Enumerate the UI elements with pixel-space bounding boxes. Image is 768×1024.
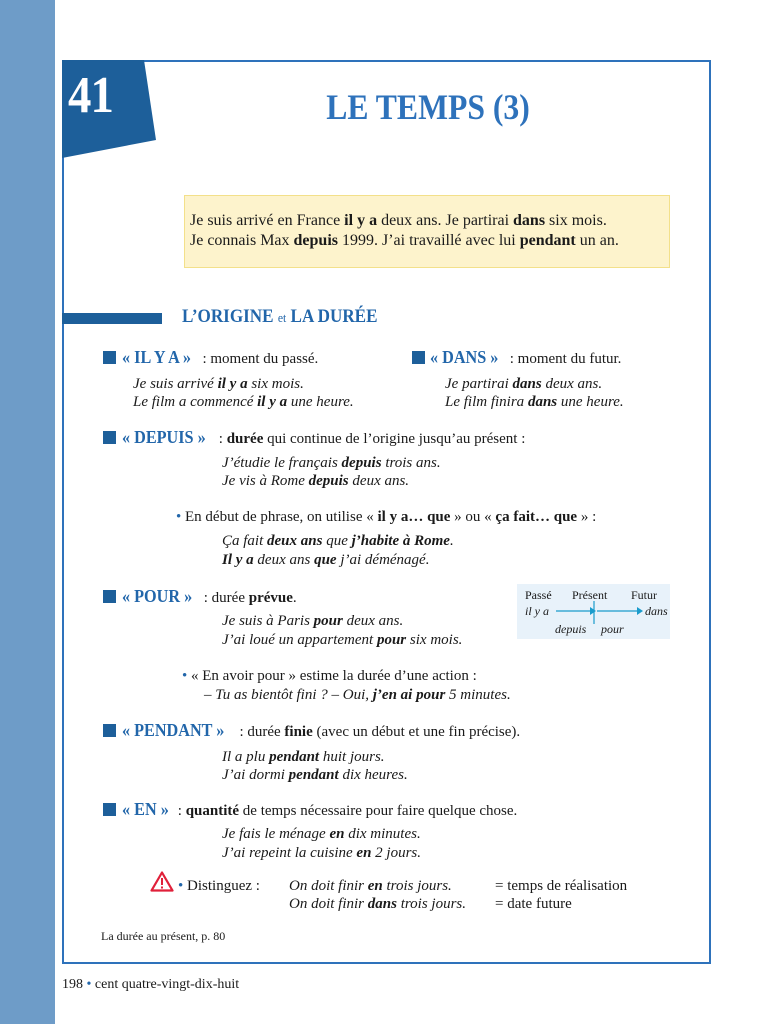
- cross-reference: La durée au présent, p. 80: [101, 929, 226, 943]
- text-segment: six mois.: [406, 632, 463, 648]
- text-segment: Distinguez :: [187, 878, 260, 894]
- keyword-label: « EN »: [122, 799, 169, 819]
- text-segment: depuis: [293, 232, 338, 249]
- warning-icon: [150, 871, 174, 892]
- text-segment: Je suis à Paris: [222, 613, 314, 629]
- keyword-label: « POUR »: [122, 586, 193, 606]
- text-segment: 1999. J’ai travaillé avec lui: [338, 232, 520, 249]
- text-segment: = date future: [495, 896, 572, 912]
- meaning-line: [495, 895, 572, 913]
- text-segment: six mois.: [247, 376, 304, 392]
- example-line: [445, 393, 624, 411]
- text-segment: pour: [313, 613, 343, 629]
- bullet-square-icon: [103, 724, 116, 737]
- bullet-square-icon: [412, 351, 425, 364]
- text-segment: •: [176, 509, 186, 525]
- heading-connector: et: [277, 310, 287, 325]
- text-segment: dans: [513, 212, 546, 229]
- text-segment: « En avoir pour » estime la durée d’une action :: [191, 668, 477, 684]
- text-segment: Je fais le ménage: [222, 826, 330, 842]
- text-segment: j’en ai pour: [372, 687, 446, 703]
- text-segment: qui continue de l’origine jusqu’au présent :: [263, 431, 526, 447]
- example-line: [222, 472, 409, 490]
- text-segment: finie: [284, 724, 313, 740]
- example-line: [222, 631, 462, 649]
- keyword-label: « PENDANT »: [122, 720, 225, 740]
- footer-separator: •: [86, 977, 92, 992]
- text-segment: deux ans. Je partirai: [377, 212, 514, 229]
- text-segment: depuis: [308, 473, 349, 489]
- text-segment: en: [367, 878, 383, 894]
- text-segment: J’ai loué un appartement: [222, 632, 377, 648]
- text-segment: : durée: [200, 590, 249, 606]
- example-line: [133, 375, 304, 393]
- text-segment: pour: [376, 632, 407, 648]
- text-segment: :: [215, 431, 227, 447]
- text-segment: J’étudie le français: [222, 455, 342, 471]
- text-segment: » :: [577, 509, 597, 525]
- ilya-heading: [122, 348, 318, 368]
- text-segment: il y a… que: [377, 509, 451, 525]
- en-heading: [122, 800, 517, 820]
- text-segment: il y a: [344, 212, 378, 229]
- text-segment: – Tu as bientôt fini ? – Oui,: [204, 687, 373, 703]
- text-segment: pendant: [519, 232, 576, 249]
- text-segment: .: [292, 590, 297, 606]
- text-segment: trois jours.: [396, 896, 466, 912]
- text-segment: deux ans: [267, 533, 323, 549]
- text-segment: de temps nécessaire pour faire quelque chose.: [239, 803, 518, 819]
- text-segment: depuis: [341, 455, 382, 471]
- text-segment: Je partirai: [445, 376, 513, 392]
- page-margin-strip: [0, 0, 55, 1024]
- page-title: LE TEMPS (3): [326, 87, 530, 127]
- example-line: [445, 375, 602, 393]
- text-segment: trois jours.: [382, 878, 452, 894]
- heading-part: LA DURÉE: [290, 306, 378, 327]
- keyword-label: « IL Y A »: [122, 347, 192, 367]
- example-line: [222, 551, 429, 569]
- page-number: 198: [62, 977, 83, 992]
- pendant-heading: [122, 721, 520, 741]
- text-segment: j’ai déménagé.: [336, 552, 430, 568]
- text-segment: Ça fait: [222, 533, 268, 549]
- depuis-heading: [122, 428, 525, 448]
- text-segment: durée: [226, 431, 264, 447]
- example-line: [204, 686, 511, 704]
- diagram-dans: dans: [645, 604, 668, 618]
- example-line: [222, 532, 454, 550]
- intro-line: [190, 212, 607, 230]
- page-number-words: cent quatre-vingt-dix-huit: [94, 977, 240, 992]
- text-segment: : moment du passé.: [198, 351, 319, 367]
- text-segment: dix minutes.: [344, 826, 421, 842]
- text-segment: deux ans: [253, 552, 315, 568]
- text-segment: •: [182, 668, 192, 684]
- time-diagram: [517, 584, 670, 639]
- text-segment: prévue: [248, 590, 293, 606]
- dans-heading: [430, 348, 621, 368]
- diagram-pour: pour: [601, 622, 624, 636]
- example-line: [222, 748, 385, 766]
- warning-label: [178, 877, 260, 895]
- example-line: [222, 825, 421, 843]
- note-line: [176, 508, 596, 526]
- chapter-number: 41: [68, 67, 113, 124]
- text-segment: il y a: [257, 394, 288, 410]
- text-segment: que: [314, 552, 337, 568]
- text-segment: Le film a commencé: [133, 394, 258, 410]
- example-line: [222, 454, 441, 472]
- text-segment: Le film finira: [445, 394, 528, 410]
- example-line: [222, 844, 421, 862]
- example-line: [133, 393, 354, 411]
- text-segment: J’ai repeint la cuisine: [222, 845, 357, 861]
- text-segment: pendant: [288, 767, 339, 783]
- text-segment: en: [329, 826, 345, 842]
- text-segment: une heure.: [557, 394, 624, 410]
- text-segment: deux ans.: [541, 376, 603, 392]
- text-segment: deux ans.: [342, 613, 404, 629]
- keyword-label: « DANS »: [430, 347, 499, 367]
- text-segment: six mois.: [545, 212, 607, 229]
- text-segment: Je connais Max: [190, 232, 294, 249]
- diagram-ilya: il y a: [525, 604, 549, 618]
- text-segment: (avec un début et une fin précise).: [312, 724, 521, 740]
- text-segment: j’habite à Rome: [351, 533, 450, 549]
- text-segment: un an.: [575, 232, 619, 249]
- meaning-line: [495, 877, 627, 895]
- bullet-square-icon: [103, 351, 116, 364]
- intro-line: [190, 232, 619, 250]
- text-segment: dix heures.: [338, 767, 408, 783]
- bullet-square-icon: [103, 803, 116, 816]
- text-segment: On doit finir: [289, 896, 368, 912]
- text-segment: » ou «: [450, 509, 496, 525]
- text-segment: En début de phrase, on utilise «: [185, 509, 378, 525]
- text-segment: :: [174, 803, 186, 819]
- keyword-label: « DEPUIS »: [122, 427, 206, 447]
- text-segment: Je suis arrivé: [133, 376, 218, 392]
- text-segment: •: [178, 878, 188, 894]
- text-segment: ça fait… que: [495, 509, 578, 525]
- text-segment: .: [449, 533, 454, 549]
- diagram-depuis: depuis: [555, 622, 587, 636]
- section-bar: [62, 313, 162, 324]
- text-segment: en: [356, 845, 372, 861]
- text-segment: 2 jours.: [371, 845, 422, 861]
- text-segment: que: [322, 533, 352, 549]
- text-segment: deux ans.: [348, 473, 410, 489]
- example-line: [289, 895, 466, 913]
- bullet-square-icon: [103, 590, 116, 603]
- example-line: [222, 612, 403, 630]
- text-segment: On doit finir: [289, 878, 368, 894]
- text-segment: huit jours.: [319, 749, 385, 765]
- text-segment: il y a: [217, 376, 248, 392]
- bullet-square-icon: [103, 431, 116, 444]
- diagram-past: Passé: [525, 588, 552, 602]
- text-segment: Je vis à Rome: [222, 473, 309, 489]
- text-segment: : durée: [235, 724, 285, 740]
- pour-heading: [122, 587, 297, 607]
- diagram-present: Présent: [572, 588, 608, 602]
- example-line: [222, 766, 408, 784]
- text-segment: quantité: [185, 803, 240, 819]
- text-segment: dans: [512, 376, 542, 392]
- note-line: [182, 667, 477, 685]
- text-segment: Il a plu: [222, 749, 270, 765]
- text-segment: J’ai dormi: [222, 767, 289, 783]
- text-segment: dans: [527, 394, 558, 410]
- text-segment: pendant: [269, 749, 320, 765]
- text-segment: : moment du futur.: [506, 351, 622, 367]
- diagram-future: Futur: [631, 588, 658, 602]
- text-segment: dans: [367, 896, 397, 912]
- text-segment: Je suis arrivé en France: [190, 212, 345, 229]
- text-segment: une heure.: [287, 394, 354, 410]
- page-footer: [62, 977, 239, 993]
- section-heading: [182, 306, 377, 328]
- text-segment: Il y a: [222, 552, 254, 568]
- example-line: [289, 877, 452, 895]
- text-segment: trois ans.: [381, 455, 441, 471]
- text-segment: = temps de réalisation: [495, 878, 628, 894]
- text-segment: 5 minutes.: [445, 687, 511, 703]
- heading-part: L’ORIGINE: [182, 306, 274, 327]
